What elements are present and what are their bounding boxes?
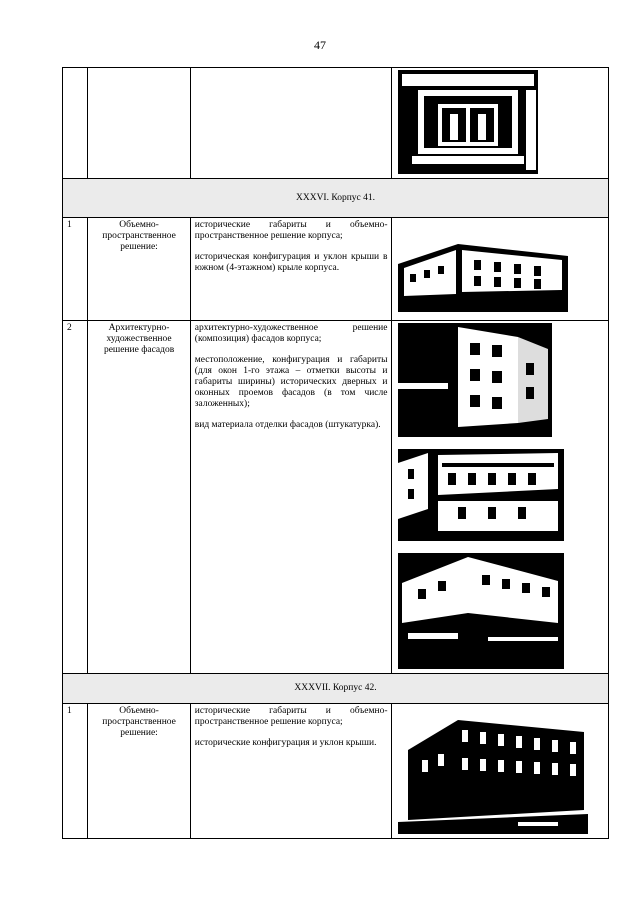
section-title: XXXVI. Корпус 41. <box>63 179 609 218</box>
feature-name: Объемно-пространственное решение: <box>88 218 190 321</box>
description-paragraph: архитектурно-художественное решение (композиция) фасадов корпуса; <box>194 323 388 344</box>
facade-photo-2 <box>398 449 602 541</box>
name-cell <box>88 68 190 179</box>
row-number: 1 <box>63 218 88 321</box>
photo-cell <box>392 218 609 321</box>
protected-features-table <box>62 67 609 839</box>
section-title: XXXVII. Корпус 42. <box>63 674 609 704</box>
window-photo <box>398 70 602 174</box>
photo-cell <box>392 68 609 179</box>
description-paragraph: историческая конфигурация и уклон крыши в южном (4-этажном) крыле корпуса. <box>194 252 388 273</box>
description-paragraph: местоположение, конфигурация и габариты (для окон 1-го этажа – отметки высоты и габариты ширины) исторических дверных и оконных проемов фасадов (в том числе заложенных); <box>194 355 388 409</box>
num-cell <box>63 68 88 179</box>
table-row <box>63 218 609 321</box>
section-header-row <box>63 179 609 218</box>
row-number: 1 <box>63 704 88 839</box>
photo-cell <box>392 321 609 674</box>
facade-photo-3 <box>398 553 602 669</box>
table-row <box>63 321 609 674</box>
building-photo <box>398 710 602 834</box>
facade-photo-1 <box>398 323 602 437</box>
feature-name: Архитектурно-художественное решение фасадов <box>88 321 190 674</box>
description-paragraph: исторические габариты и объемно-пространственное решение корпуса; <box>194 220 388 241</box>
row-number: 2 <box>63 321 88 674</box>
description-paragraph: исторические габариты и объемно-пространственное решение корпуса; <box>194 706 388 727</box>
page-number: 47 <box>314 38 326 52</box>
photo-cell <box>392 704 609 839</box>
feature-description <box>190 321 392 674</box>
section-header-row <box>63 674 609 704</box>
description-paragraph: исторические конфигурация и уклон крыши. <box>194 738 377 748</box>
feature-name: Объемно-пространственное решение: <box>88 704 190 839</box>
table-row <box>63 704 609 839</box>
table-row <box>63 68 609 179</box>
desc-cell <box>190 68 392 179</box>
description-paragraph: вид материала отделки фасадов (штукатурка). <box>194 420 381 430</box>
building-photo <box>398 234 602 312</box>
feature-description <box>190 218 392 321</box>
feature-description <box>190 704 392 839</box>
